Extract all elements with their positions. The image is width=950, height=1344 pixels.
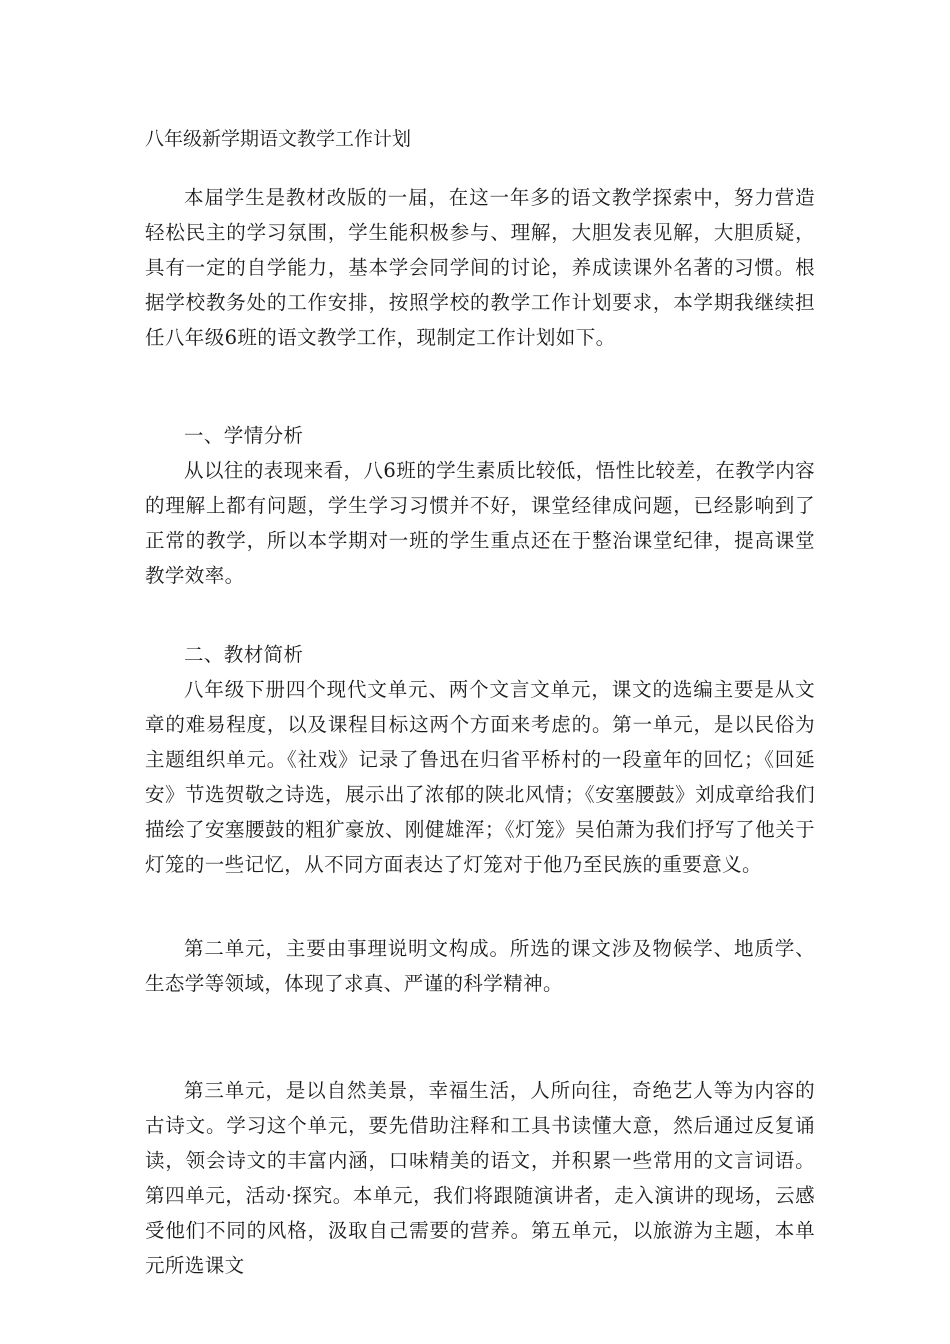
unit2-block <box>145 931 815 1001</box>
section-heading-learning-analysis: 一、学情分析 <box>184 424 304 447</box>
unit3-block <box>145 1073 815 1283</box>
learning-analysis-paragraph: 从以往的表现来看，八6班的学生素质比较低，悟性比较差，在教学内容的理解上都有问题，学生学习习惯并不好，课堂经律成问题，已经影响到了正常的教学，所以本学期对一班的学生重点还在于整治课堂纪律，提高课堂教学效率。 <box>145 459 815 587</box>
textbook-unit3-paragraph: 第三单元，是以自然美景，幸福生活，人所向往，奇绝艺人等为内容的古诗文。学习这个单元，要先借助注释和工具书读懂大意，然后通过反复诵读，领会诗文的丰富内涵，口味精美的语文，并积累一些常用的文言词语。第四单元，活动·探究。本单元，我们将跟随演讲者，走入演讲的现场，云感受他们不同的风格，汲取自己需要的营养。第五单元，以旅游为主题，本单元所选课文 <box>145 1079 815 1277</box>
intro-paragraph: 本届学生是教材改版的一届，在这一年多的语文教学探索中，努力营造轻松民主的学习氛围，学生能积极参与、理解，大胆发表见解，大胆质疑，具有一定的自学能力，基本学会同学间的讨论，养成读课外名著的习惯。根据学校教务处的工作安排，按照学校的教学工作计划要求，本学期我继续担任八年级6班的语文教学工作，现制定工作计划如下。 <box>145 186 815 349</box>
textbook-unit1-paragraph: 八年级下册四个现代文单元、两个文言文单元，课文的选编主要是从文章的难易程度，以及课程目标这两个方面来考虑的。第一单元，是以民俗为主题组织单元。《社戏》记录了鲁迅在归省平桥村的一段童年的回忆；《回延安》节选贺敬之诗选，展示出了浓郁的陕北风情；《安塞腰鼓》刘成章给我们描绘了安塞腰鼓的粗犷豪放、刚健雄浑；《灯笼》吴伯萧为我们抒写了他关于灯笼的一些记忆，从不同方面表达了灯笼对于他乃至民族的重要意义。 <box>145 678 815 876</box>
document-title: 八年级新学期语文教学工作计划 <box>145 128 412 150</box>
section-heading-textbook-analysis: 二、教材简析 <box>184 643 304 666</box>
section-textbook-analysis <box>145 637 815 882</box>
section-learning-analysis <box>145 418 815 593</box>
intro-block <box>145 180 815 355</box>
textbook-unit2-paragraph: 第二单元，主要由事理说明文构成。所选的课文涉及物候学、地质学、生态学等领域，体现了求真、严谨的科学精神。 <box>145 937 815 995</box>
